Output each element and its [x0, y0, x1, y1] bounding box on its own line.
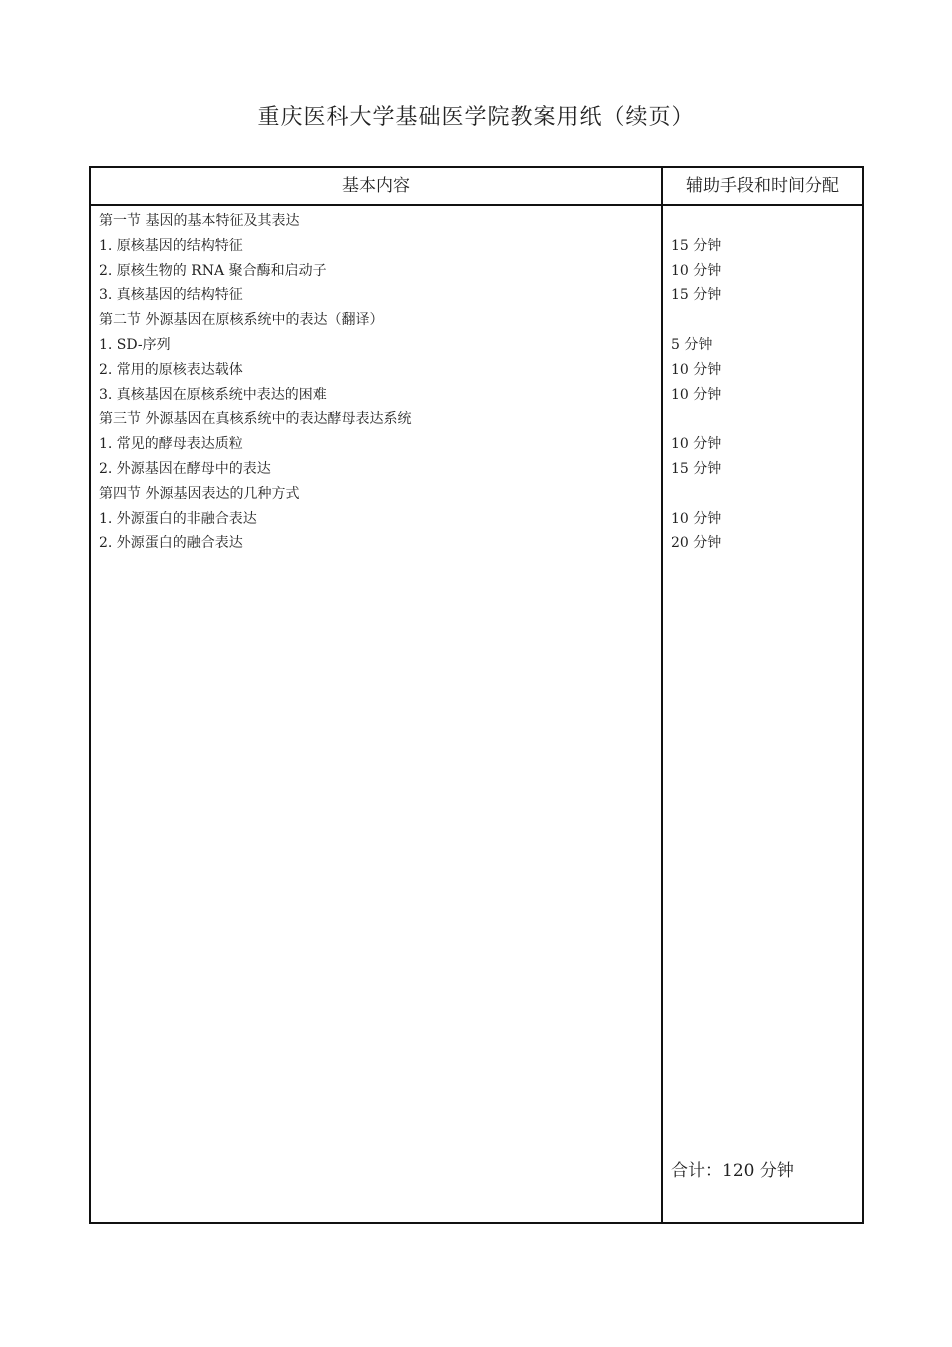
- row-time: 15 分钟: [671, 460, 722, 477]
- row-content: 第三节 外源基因在真核系统中的表达酵母表达系统: [99, 411, 412, 428]
- table-row: [91, 333, 862, 358]
- table-row: [91, 457, 862, 482]
- table-row: [91, 383, 862, 408]
- row-content: 第四节 外源基因表达的几种方式: [99, 485, 300, 502]
- table-row: [91, 531, 862, 556]
- row-content: 第一节 基因的基本特征及其表达: [99, 213, 300, 229]
- table-row: [91, 507, 862, 532]
- lesson-plan-table: [89, 166, 864, 1224]
- row-content: 2. 外源基因在酵母中的表达: [99, 460, 271, 477]
- row-time: 10 分钟: [671, 510, 722, 527]
- table-row: [91, 234, 862, 259]
- table-row: [91, 407, 862, 432]
- row-time: 15 分钟: [671, 237, 722, 254]
- row-content: 1. 原核基因的结构特征: [99, 237, 243, 254]
- row-content: 1. 外源蛋白的非融合表达: [99, 510, 257, 527]
- row-time: 20 分钟: [671, 535, 722, 552]
- row-content: 2. 原核生物的 RNA 聚合酶和启动子: [99, 262, 327, 279]
- header-content: 基本内容: [342, 176, 410, 196]
- row-content: 1. 常见的酵母表达质粒: [99, 436, 243, 453]
- table-row: [91, 432, 862, 457]
- table-row: [91, 209, 862, 234]
- table-row: [91, 358, 862, 383]
- row-content: 第二节 外源基因在原核系统中的表达（翻译）: [99, 312, 384, 329]
- row-time: 5 分钟: [671, 336, 713, 353]
- row-content: 2. 外源蛋白的融合表达: [99, 535, 243, 552]
- table-row: [91, 308, 862, 333]
- page-title: 重庆医科大学基础医学院教案用纸（续页）: [257, 105, 695, 130]
- table-row: [91, 259, 862, 284]
- row-time: 10 分钟: [671, 361, 722, 378]
- table-body: [91, 209, 862, 556]
- row-time: 10 分钟: [671, 386, 722, 403]
- total-time: 合计：120 分钟: [671, 1161, 794, 1181]
- row-content: 2. 常用的原核表达载体: [99, 361, 243, 378]
- row-time: 15 分钟: [671, 287, 722, 304]
- row-content: 1. SD-序列: [99, 336, 171, 353]
- table-row: [91, 283, 862, 308]
- table-row: [91, 482, 862, 507]
- row-time: 10 分钟: [671, 436, 722, 453]
- table-header: [91, 168, 862, 206]
- header-time-allocation: 辅助手段和时间分配: [686, 176, 839, 196]
- row-content: 3. 真核基因的结构特征: [99, 287, 243, 304]
- row-time: 10 分钟: [671, 262, 722, 279]
- row-content: 3. 真核基因在原核系统中表达的困难: [99, 386, 327, 403]
